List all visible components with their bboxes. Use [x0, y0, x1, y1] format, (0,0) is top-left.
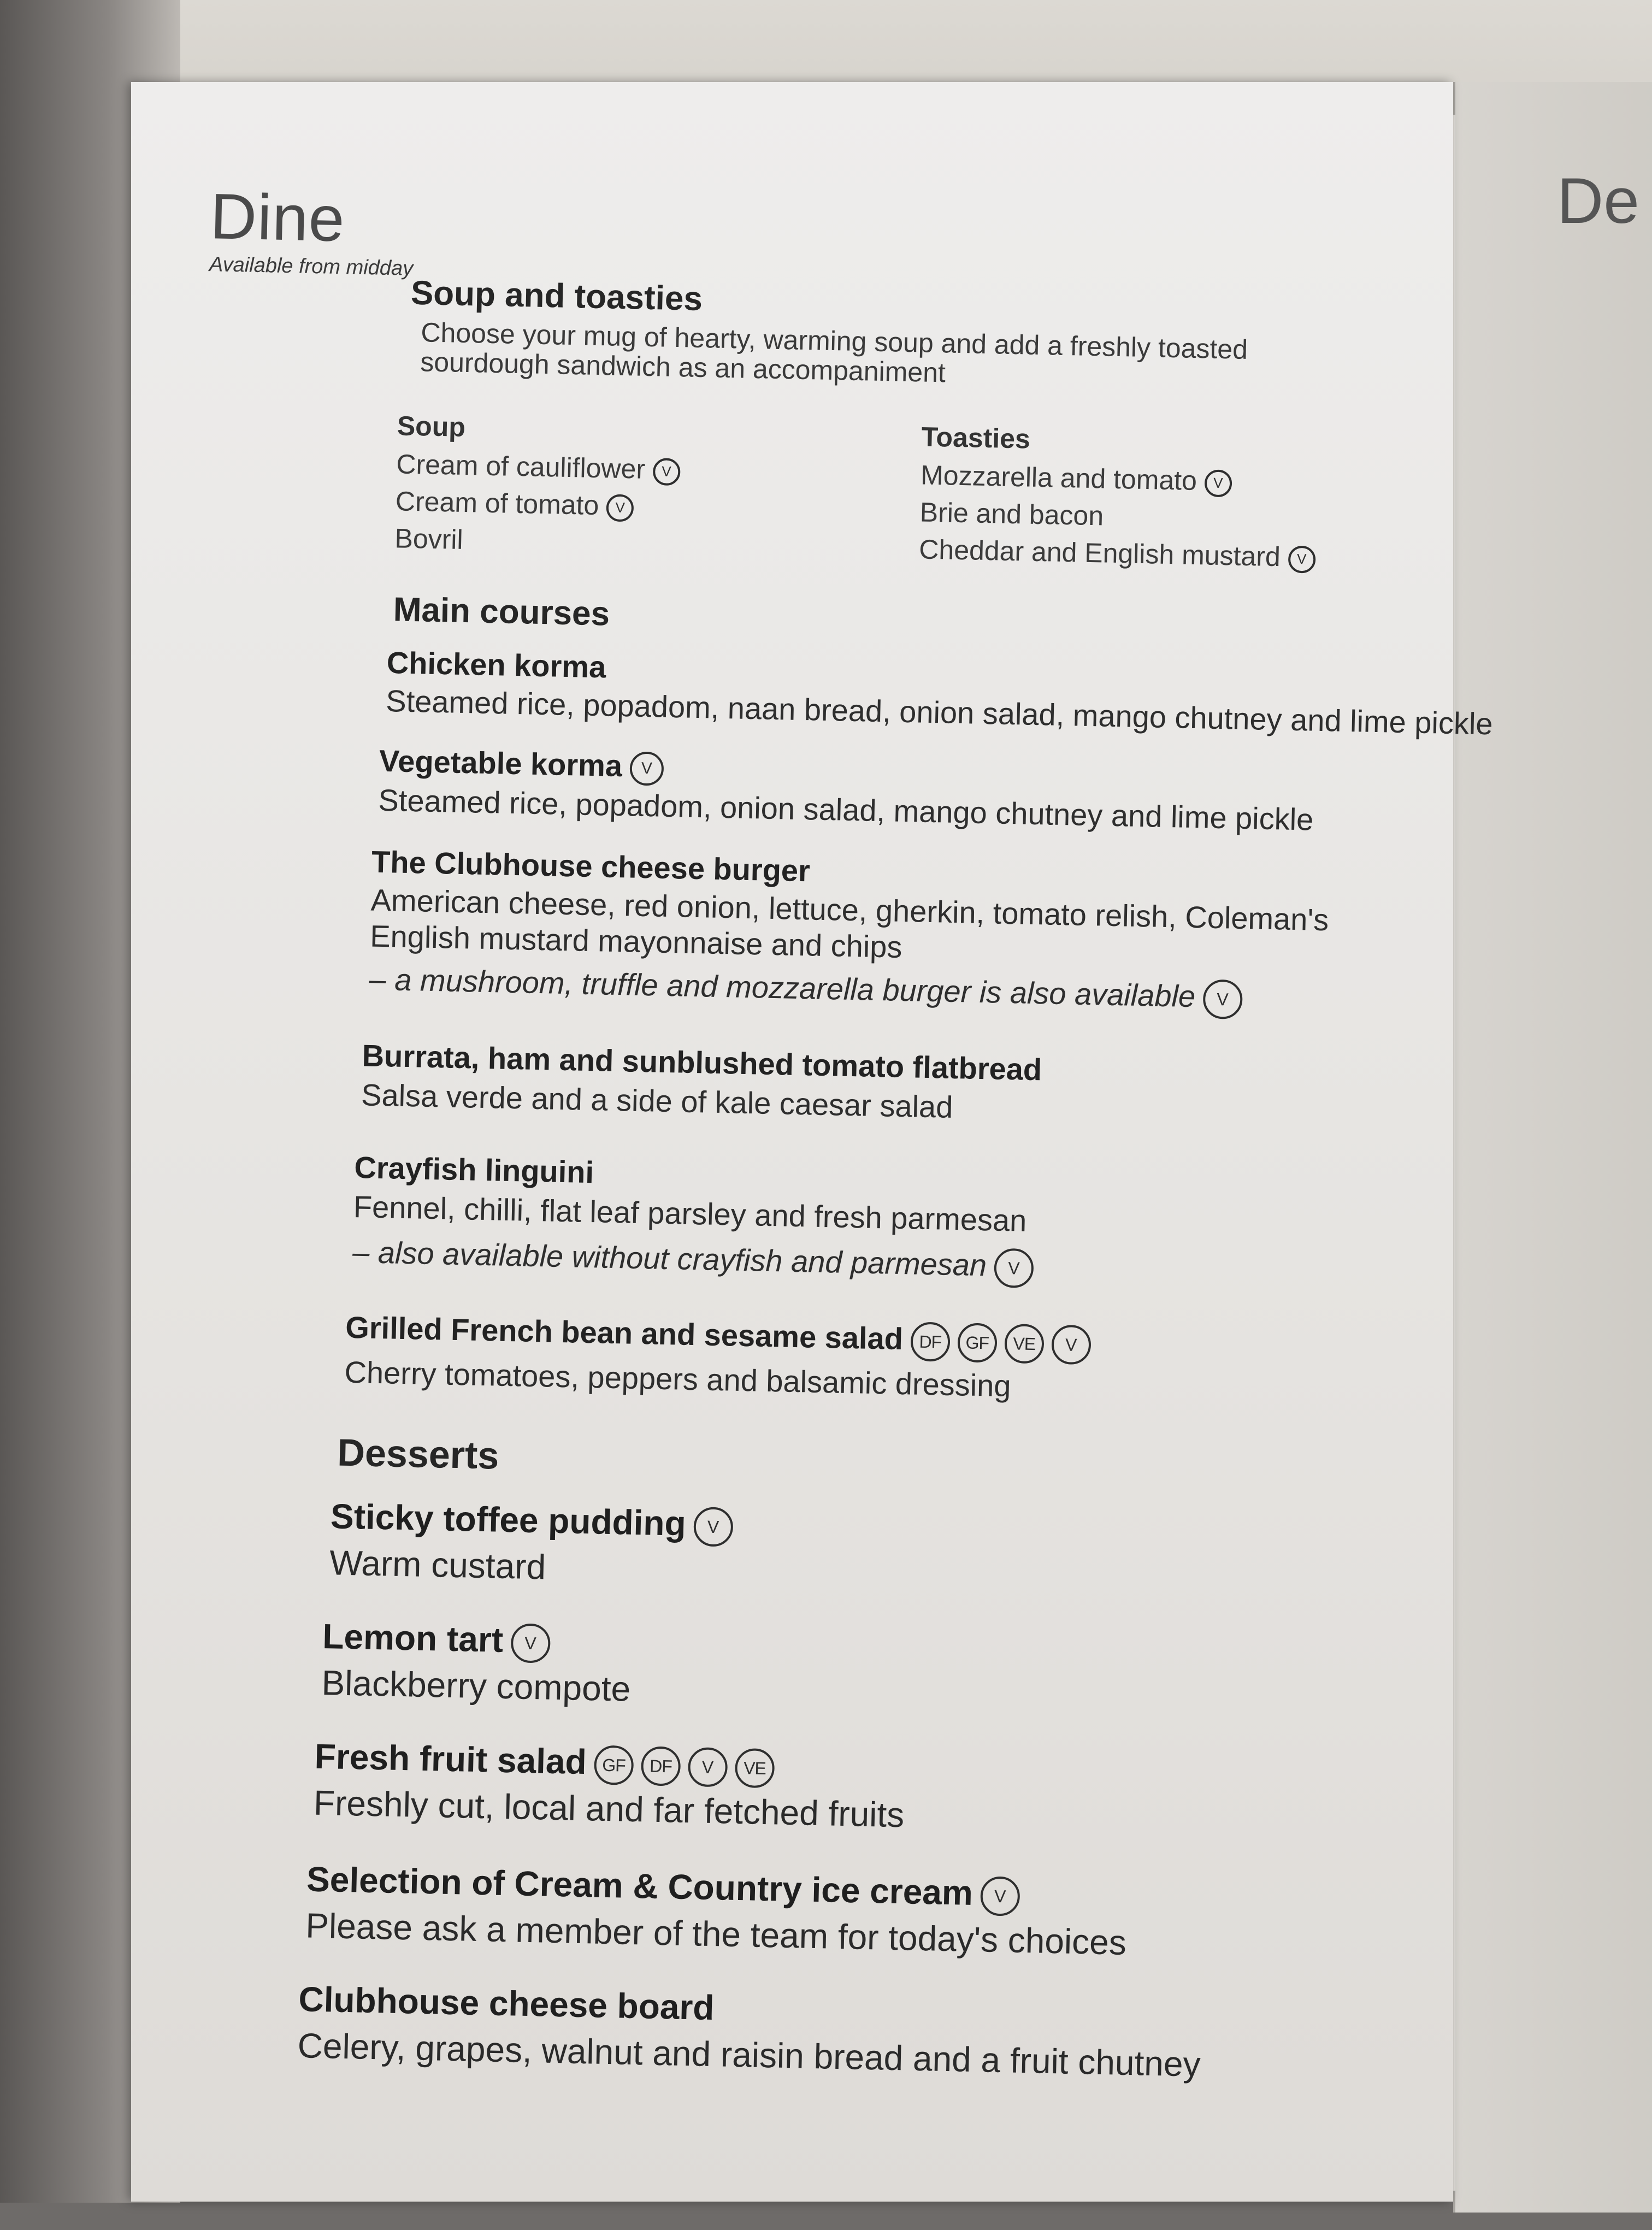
- vegetarian-badge-icon: V: [980, 1876, 1020, 1916]
- vegetarian-badge-icon: V: [1202, 980, 1242, 1019]
- dessert-name-text: Sticky toffee pudding: [330, 1496, 687, 1543]
- toastie-item-name: Mozzarella and tomato: [920, 459, 1197, 497]
- soup-item: [394, 522, 463, 556]
- menu-title: Dine: [209, 180, 346, 256]
- soup-item: [395, 485, 634, 522]
- dish-note: [369, 961, 1243, 1019]
- dessert-name-text: Lemon tart: [322, 1616, 504, 1660]
- dish-description: Steamed rice, popadom, naan bread, onion salad, mango chutney and lime pickle: [385, 683, 1494, 741]
- dish-name: [379, 743, 664, 786]
- toastie-item-name: Cheddar and English mustard: [918, 534, 1281, 573]
- toastie-item: [919, 533, 1316, 573]
- dish-name-text: Vegetable korma: [379, 743, 623, 783]
- toastie-item: [921, 459, 1232, 497]
- vegetarian-badge-icon: V: [652, 458, 680, 486]
- dessert-description: Please ask a member of the team for today's choices: [305, 1905, 1127, 1962]
- section-heading-main-courses: Main courses: [393, 591, 610, 633]
- dessert-description: Freshly cut, local and far fetched fruits: [313, 1783, 905, 1835]
- dairy-free-badge-icon: DF: [910, 1322, 950, 1362]
- vegetarian-badge-icon: V: [1051, 1325, 1091, 1365]
- dish-name: The Clubhouse cheese burger: [371, 844, 811, 888]
- menu-subtitle: Available from midday: [209, 253, 414, 280]
- dessert-name-text: Selection of Cream & Country ice cream: [306, 1859, 974, 1913]
- dessert-name: [330, 1496, 733, 1547]
- menu-content: [87, 82, 1497, 2230]
- menu-page: [131, 82, 1494, 2202]
- vegan-badge-icon: VE: [735, 1748, 775, 1788]
- dessert-name: [322, 1616, 551, 1663]
- dish-description: Salsa verde and a side of kale caesar salad: [361, 1077, 954, 1124]
- section-heading-desserts: Desserts: [337, 1431, 500, 1477]
- dish-description: Fennel, chilli, flat leaf parsley and fresh parmesan: [353, 1189, 1028, 1238]
- soup-item-name: Bovril: [394, 523, 464, 555]
- dish-description: American cheese, red onion, lettuce, gherkin, tomato relish, Coleman's English mustard mayonnaise and chips: [369, 882, 1329, 964]
- dish-note-text: – a mushroom, truffle and mozzarella burger is also available: [369, 961, 1196, 1014]
- dish-note: [352, 1234, 1034, 1288]
- soup-toasties-intro: Choose your mug of hearty, warming soup and add a freshly toasted sourdough sandwich as an accompaniment: [420, 317, 1248, 388]
- gluten-free-badge-icon: GF: [594, 1745, 634, 1785]
- dish-name: Crayfish linguini: [353, 1149, 594, 1190]
- toasties-column-heading: Toasties: [921, 421, 1031, 455]
- vegetarian-badge-icon: V: [606, 494, 634, 522]
- dish-description: Cherry tomatoes, peppers and balsamic dressing: [344, 1354, 1012, 1403]
- gluten-free-badge-icon: GF: [957, 1323, 997, 1362]
- soup-item-name: Cream of tomato: [395, 486, 599, 521]
- vegetarian-badge-icon: V: [629, 752, 664, 786]
- dish-name-text: Grilled French bean and sesame salad: [345, 1309, 904, 1356]
- dessert-description: Celery, grapes, walnut and raisin bread and a fruit chutney: [297, 2026, 1201, 2084]
- dessert-description: Warm custard: [329, 1543, 546, 1587]
- dish-description: Steamed rice, popadom, onion salad, mango chutney and lime pickle: [377, 782, 1314, 837]
- soup-column-heading: Soup: [397, 410, 466, 443]
- vegetarian-badge-icon: V: [1288, 545, 1315, 573]
- dish-name: Chicken korma: [386, 645, 606, 685]
- dessert-name-text: Fresh fruit salad: [314, 1736, 587, 1782]
- vegetarian-badge-icon: V: [994, 1248, 1034, 1288]
- section-heading-soup-toasties: Soup and toasties: [410, 274, 703, 318]
- vegetarian-badge-icon: V: [510, 1623, 550, 1663]
- vegetarian-badge-icon: V: [688, 1747, 728, 1787]
- dessert-description: Blackberry compote: [321, 1662, 631, 1709]
- next-page-heading: De: [1557, 165, 1639, 237]
- toastie-item: [919, 496, 1104, 532]
- soup-item: [396, 448, 681, 486]
- dish-note-text: – also available without crayfish and parmesan: [352, 1234, 987, 1283]
- vegan-badge-icon: VE: [1004, 1324, 1044, 1364]
- toastie-item-name: Brie and bacon: [919, 497, 1104, 532]
- dish-name: Burrata, ham and sunblushed tomato flatbread: [362, 1038, 1042, 1087]
- dairy-free-badge-icon: DF: [641, 1746, 681, 1786]
- vegetarian-badge-icon: V: [693, 1507, 733, 1547]
- vegetarian-badge-icon: V: [1204, 469, 1232, 497]
- dessert-name: Clubhouse cheese board: [298, 1979, 715, 2028]
- soup-item-name: Cream of cauliflower: [396, 449, 646, 485]
- dessert-name: [314, 1736, 775, 1789]
